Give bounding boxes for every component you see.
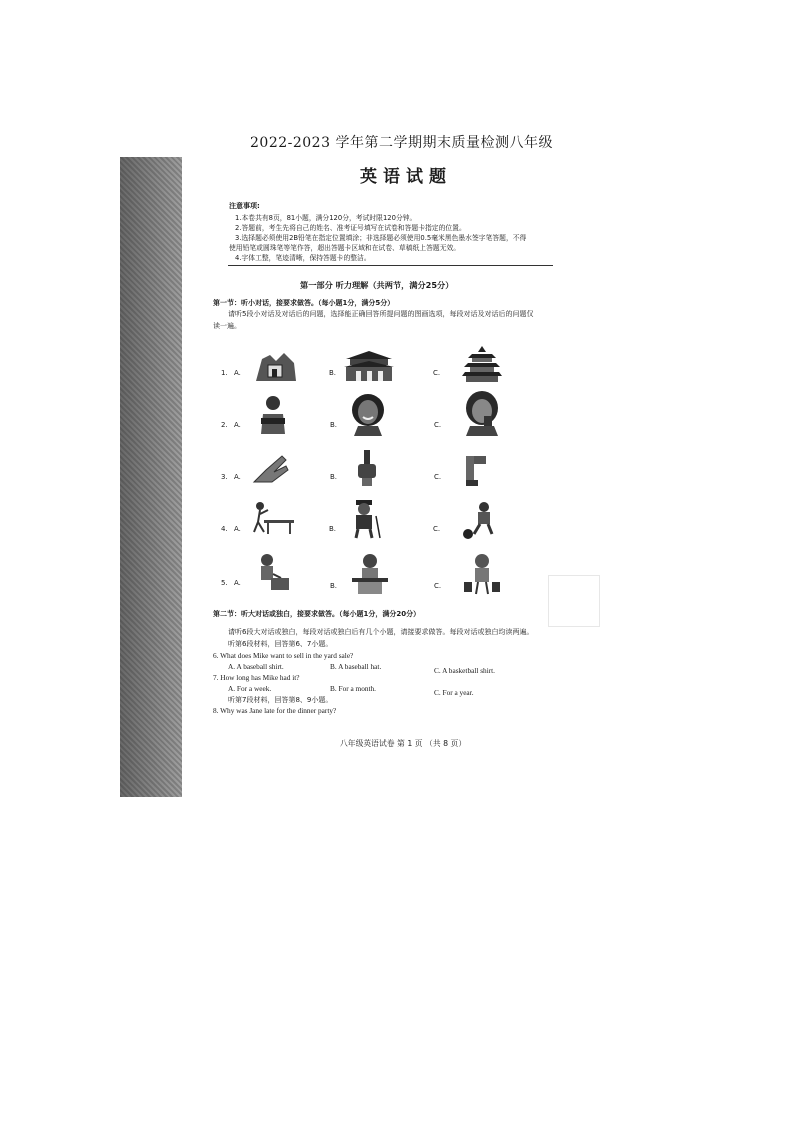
option-label: A.	[234, 579, 241, 587]
question-7: 7. How long has Mike had it?	[213, 673, 300, 682]
notice-item: 4.字体工整，笔迹清晰，保持答题卡的整洁。	[235, 254, 371, 262]
option-label: A.	[234, 369, 241, 377]
option-label: C.	[433, 369, 441, 377]
student-at-desk-picture	[350, 552, 390, 596]
notice-item: 3.选择题必须使用2B铅笔在指定位置填涂；非选择题必须使用0.5毫米黑色墨水签字笔答题，不得	[235, 234, 527, 242]
notice-item: 2.答题前，考生先将自己的姓名、准考证号填写在试卷和答题卡指定的位置。	[235, 224, 466, 232]
football-player-picture	[462, 500, 502, 540]
option-label: C.	[434, 473, 442, 481]
option-c: C. For a year.	[434, 688, 474, 697]
option-label: C.	[434, 582, 442, 590]
finger-pointing-picture	[352, 448, 382, 488]
person-hiking-picture	[346, 498, 384, 540]
question-6: 6. What does Mike want to sell in the yard sale?	[213, 651, 354, 660]
notice-heading: 注意事项:	[229, 202, 260, 210]
notice-item: 使用铅笔或圆珠笔等笔作答，超出答题卡区域和在试卷、草稿纸上答题无效。	[229, 244, 461, 252]
girl-with-bags-picture	[462, 552, 502, 598]
table-tennis-picture	[250, 500, 296, 536]
question-number: 4.	[221, 525, 228, 533]
listen-instruction: 听第7段材料，回答第8、9小题。	[228, 696, 333, 704]
exam-title: 2022-2023 学年第二学期期末质量检测八年级	[250, 135, 553, 151]
divider	[228, 265, 553, 266]
palace-gate-picture	[342, 347, 396, 385]
section1-instruction-cont: 读一遍。	[213, 322, 241, 330]
question-number: 2.	[221, 421, 228, 429]
scan-shadow-strip	[120, 157, 182, 797]
person-arms-crossed-picture	[255, 394, 291, 436]
option-label: B.	[330, 421, 338, 429]
option-a: A. A baseball shirt.	[228, 662, 284, 671]
exam-subtitle: 英语试题	[360, 167, 452, 187]
option-b: B. For a month.	[330, 684, 377, 693]
woman-talking-picture	[460, 390, 504, 436]
option-label: C.	[433, 525, 441, 533]
section2-heading: 第二节：听大对话或独白，接要求做答。（每小题1分，满分20分）	[213, 610, 421, 618]
bleed-through-box	[548, 575, 600, 627]
option-label: B.	[329, 525, 337, 533]
section1-heading: 第一节：听小对话，接要求做答。（每小题1分，满分5分）	[213, 299, 395, 307]
option-label: A.	[234, 473, 241, 481]
hand-picture	[252, 452, 290, 486]
option-label: B.	[330, 473, 338, 481]
part1-title: 第一部分 听力理解（共两节，满分25分）	[300, 280, 454, 290]
question-number: 1.	[221, 369, 228, 377]
section2-instruction: 请听6段大对话或独白，每段对话或独白后有几个小题，请接要求做答。每段对话或独白均读两遍。	[228, 628, 534, 636]
option-b: B. A baseball hat.	[330, 662, 382, 671]
smiling-woman-picture	[348, 392, 388, 436]
temple-of-heaven-picture	[462, 344, 502, 384]
option-label: A.	[234, 421, 241, 429]
option-c: C. A basketball shirt.	[434, 666, 496, 675]
question-number: 5.	[221, 579, 228, 587]
question-8: 8. Why was Jane late for the dinner party?	[213, 706, 337, 715]
option-label: A.	[234, 525, 241, 533]
section1-instruction: 请听5段小对话及对话后的问题，选择能正确回答所提问题的图画选项，每段对话及对话后的问题仅	[228, 310, 534, 318]
page-footer: 八年级英语试卷 第 1 页 （共 8 页）	[340, 739, 467, 748]
bleed-through-text	[540, 130, 610, 540]
question-number: 3.	[221, 473, 228, 481]
option-a: A. For a week.	[228, 684, 272, 693]
option-label: B.	[330, 582, 338, 590]
leg-foot-picture	[462, 452, 492, 490]
listen-instruction: 听第6段材料，回答第6、7小题。	[228, 640, 333, 648]
notice-item: 1.本卷共有8页，81小题，满分120分，考试时限120分钟。	[235, 214, 417, 222]
girl-washing-picture	[253, 552, 291, 594]
option-label: B.	[329, 369, 337, 377]
castle-ruin-picture	[252, 347, 300, 385]
option-label: C.	[434, 421, 442, 429]
